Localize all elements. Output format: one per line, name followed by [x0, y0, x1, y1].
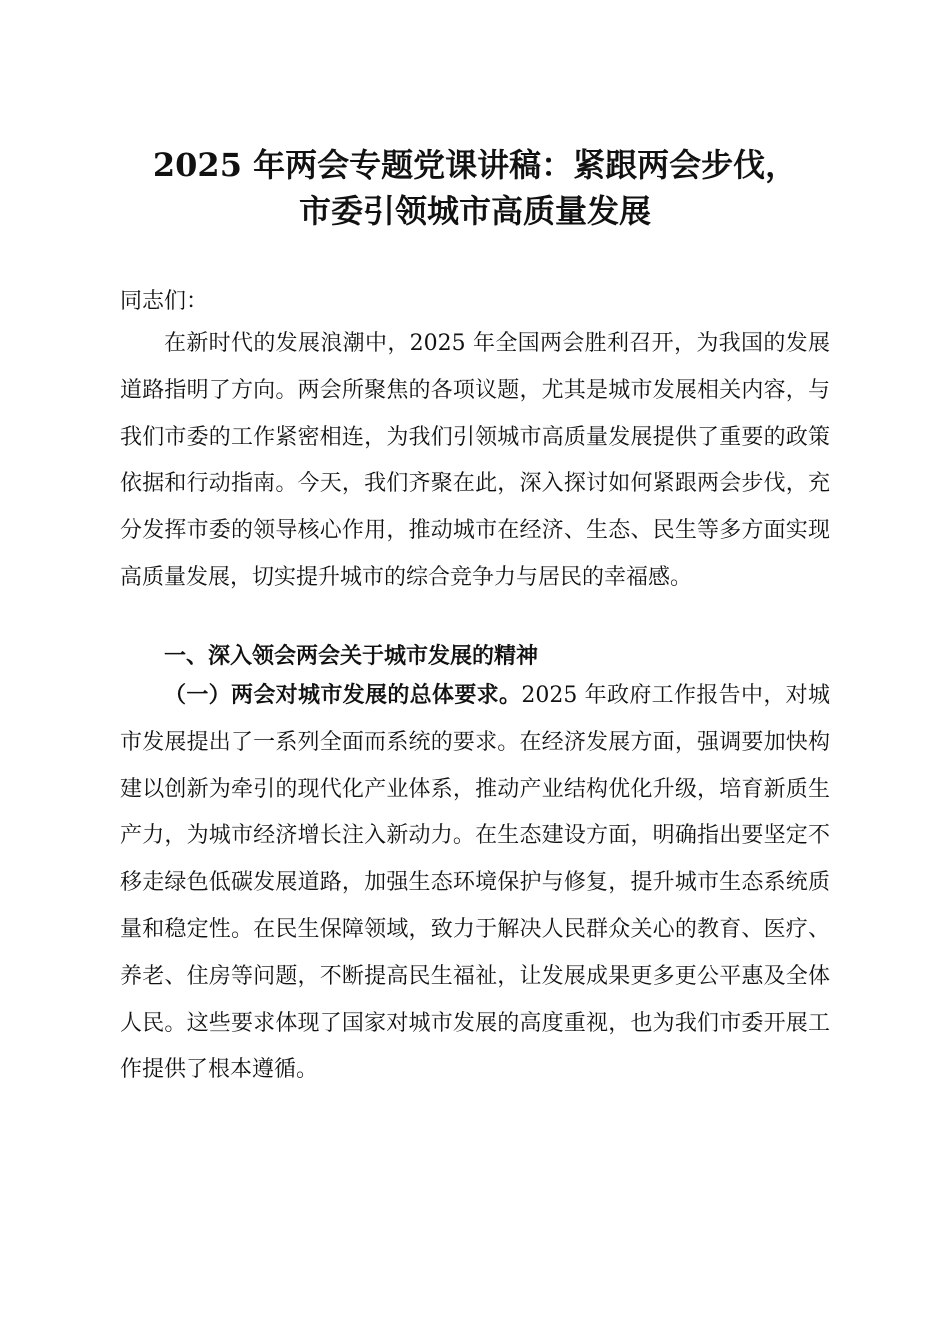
document-title-line-1: 2025 年两会专题党课讲稿：紧跟两会步伐， [152, 146, 798, 184]
section-heading-1: 一、深入领会两会关于城市发展的精神 [164, 643, 539, 669]
intro-paragraph: 在新时代的发展浪潮中，2025 年全国两会胜利召开，为我国的发展道路指明了方向。两会所聚焦的各项议题，尤其是城市发展相关内容，与我们市委的工作紧密相连，为我们引领城市高质量发展提供了重要的政策依据和行动指南。今天，我们齐聚在此，深入探讨如何紧跟两会步伐，充分发挥市委的领导核心作用，推动城市在经济、生态、民生等多方面实现高质量发展，切实提升城市的综合竞争力与居民的幸福感。 [120, 331, 830, 590]
subsection-paragraph-1 [120, 673, 830, 1094]
subsection-body-1: 2025 年政府工作报告中，对城市发展提出了一系列全面而系统的要求。在经济发展方面，强调要加快构建以创新为牵引的现代化产业体系，推动产业结构优化升级，培育新质生产力，为城市经济增长注入新动力。在生态建设方面，明确指出要坚定不移走绿色低碳发展道路，加强生态环境保护与修复，提升城市生态系统质量和稳定性。在民生保障领域，致力于解决人民群众关心的教育、医疗、养老、住房等问题，不断提高民生福祉，让发展成果更多更公平惠及全体人民。这些要求体现了国家对城市发展的高度重视，也为我们市委开展工作提供了根本遵循。 [120, 683, 830, 1083]
subsection-heading-1: （一）两会对城市发展的总体要求。 [164, 683, 522, 708]
document-title-line-2: 市委引领城市高质量发展 [298, 192, 651, 230]
salutation: 同志们： [120, 289, 209, 314]
